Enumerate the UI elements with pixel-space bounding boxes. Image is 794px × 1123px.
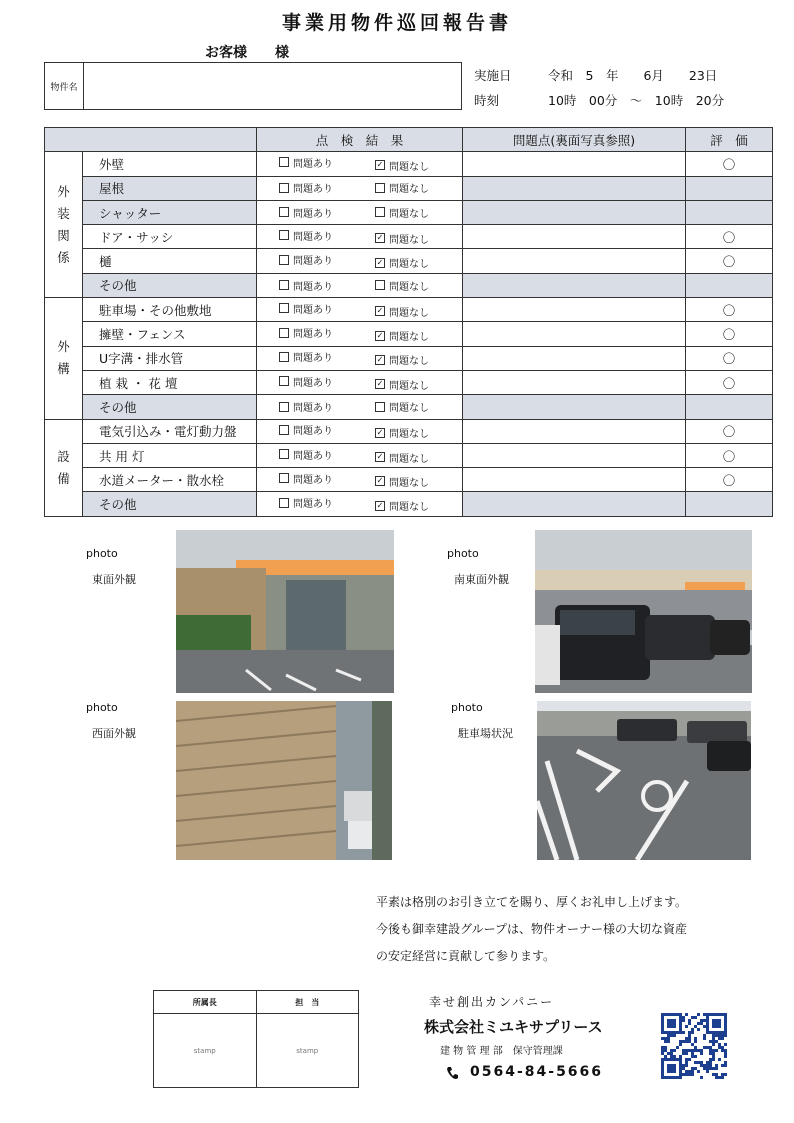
issue-yes-checkbox[interactable] bbox=[279, 471, 333, 486]
inspection-item: 樋 bbox=[83, 249, 257, 273]
issue-note-cell[interactable] bbox=[463, 443, 686, 467]
result-cell bbox=[257, 468, 463, 492]
date-value: 令和 5 年 6月 23日 bbox=[548, 68, 718, 83]
stamp-table bbox=[153, 990, 359, 1088]
photo-tag: photo bbox=[86, 701, 118, 714]
checkbox-box bbox=[279, 230, 289, 240]
evaluation-cell: 〇 bbox=[686, 370, 773, 394]
result-cell bbox=[257, 298, 463, 322]
issue-no-checkbox[interactable] bbox=[375, 377, 429, 392]
checkbox-box bbox=[375, 280, 385, 290]
header-issues: 問題点(裏面写真参照) bbox=[463, 128, 686, 152]
header-results: 点 検 結 果 bbox=[257, 128, 463, 152]
issue-yes-checkbox[interactable] bbox=[279, 374, 333, 389]
table-row bbox=[45, 492, 773, 516]
table-row bbox=[45, 322, 773, 346]
west-exterior-photo bbox=[176, 701, 392, 860]
result-cell bbox=[257, 322, 463, 346]
result-cell bbox=[257, 200, 463, 224]
result-cell bbox=[257, 492, 463, 516]
checkbox-box bbox=[279, 328, 289, 338]
inspection-item: 駐車場・その他敷地 bbox=[83, 298, 257, 322]
date-label: 実施日 bbox=[474, 68, 512, 83]
result-cell bbox=[257, 225, 463, 249]
photo-caption: 駐車場状況 bbox=[458, 727, 513, 740]
issue-no-checkbox[interactable] bbox=[375, 278, 429, 293]
stamp-box-staff[interactable]: stamp bbox=[256, 1014, 359, 1088]
result-cell bbox=[257, 273, 463, 297]
checkbox-label: 問題なし bbox=[389, 502, 429, 514]
inspection-item: シャッター bbox=[83, 200, 257, 224]
checkbox-box: ✓ bbox=[376, 354, 384, 364]
issue-note-cell[interactable] bbox=[463, 176, 686, 200]
evaluation-cell: 〇 bbox=[686, 249, 773, 273]
checkbox-box: ✓ bbox=[376, 500, 384, 510]
company-dept: 建 物 管 理 部 保守管理課 bbox=[440, 1046, 563, 1057]
issue-yes-checkbox[interactable] bbox=[279, 399, 333, 414]
checkbox-label: 問題あり bbox=[293, 329, 333, 341]
checkbox-box bbox=[279, 157, 289, 167]
evaluation-cell: 〇 bbox=[686, 346, 773, 370]
checkbox-label: 問題あり bbox=[293, 474, 333, 486]
checkbox-label: 問題あり bbox=[293, 499, 333, 511]
issue-yes-checkbox[interactable] bbox=[279, 278, 333, 293]
checkbox-box: ✓ bbox=[376, 452, 384, 461]
issue-yes-checkbox[interactable] bbox=[279, 495, 333, 510]
checkbox-box: ✓ bbox=[376, 160, 384, 170]
checkbox-label: 問題なし bbox=[389, 259, 429, 271]
table-row bbox=[45, 395, 773, 419]
header-eval: 評 価 bbox=[686, 128, 773, 152]
issue-no-checkbox[interactable] bbox=[375, 180, 429, 195]
issue-no-checkbox[interactable] bbox=[375, 474, 429, 489]
inspection-item: U字溝・排水管 bbox=[83, 346, 257, 370]
photo-tag: photo bbox=[447, 547, 479, 560]
checkbox-label: 問題あり bbox=[293, 426, 333, 438]
issue-no-checkbox[interactable] bbox=[375, 205, 429, 220]
issue-note-cell[interactable] bbox=[463, 492, 686, 516]
inspection-item: 共 用 灯 bbox=[83, 443, 257, 467]
group-label: 外 構 bbox=[45, 298, 83, 419]
table-row bbox=[45, 419, 773, 443]
inspection-item: 植 栽 ・ 花 壇 bbox=[83, 370, 257, 394]
issue-yes-checkbox[interactable] bbox=[279, 447, 333, 462]
checkbox-box: ✓ bbox=[376, 233, 384, 243]
checkbox-box bbox=[279, 376, 289, 386]
table-row bbox=[45, 249, 773, 273]
time-value: 10時 00分 ～ 10時 20分 bbox=[548, 93, 725, 108]
table-row bbox=[45, 443, 773, 467]
checkbox-box bbox=[375, 207, 385, 217]
checkbox-label: 問題あり bbox=[293, 256, 333, 268]
evaluation-cell bbox=[686, 176, 773, 200]
evaluation-cell: 〇 bbox=[686, 443, 773, 467]
checkbox-box bbox=[279, 207, 289, 217]
issue-note-cell[interactable] bbox=[463, 468, 686, 492]
checkbox-box: ✓ bbox=[376, 306, 384, 316]
issue-no-checkbox[interactable] bbox=[375, 399, 429, 414]
checkbox-label: 問題あり bbox=[293, 208, 333, 220]
issue-note-cell[interactable] bbox=[463, 225, 686, 249]
inspection-item: 屋根 bbox=[83, 176, 257, 200]
inspection-item: その他 bbox=[83, 273, 257, 297]
issue-note-cell[interactable] bbox=[463, 346, 686, 370]
evaluation-cell bbox=[686, 273, 773, 297]
issue-no-checkbox[interactable] bbox=[375, 304, 429, 319]
issue-yes-checkbox[interactable] bbox=[279, 301, 333, 316]
table-row bbox=[45, 152, 773, 176]
issue-yes-checkbox[interactable] bbox=[279, 228, 333, 243]
checkbox-label: 問題なし bbox=[389, 307, 429, 319]
checkbox-label: 問題あり bbox=[293, 231, 333, 243]
evaluation-cell: 〇 bbox=[686, 322, 773, 346]
phone-icon bbox=[446, 1066, 458, 1083]
issue-no-checkbox[interactable] bbox=[375, 450, 429, 465]
header-blank bbox=[45, 128, 257, 152]
issue-no-checkbox[interactable] bbox=[375, 498, 429, 513]
checkbox-label: 問題あり bbox=[293, 184, 333, 196]
closing-message bbox=[376, 889, 776, 970]
result-cell bbox=[257, 370, 463, 394]
stamp-box-manager[interactable]: stamp bbox=[154, 1014, 257, 1088]
table-row bbox=[45, 346, 773, 370]
company-phone: 0564-84-5666 bbox=[470, 1064, 604, 1080]
issue-note-cell[interactable] bbox=[463, 298, 686, 322]
table-header-row bbox=[45, 128, 773, 152]
company-slogan: 幸せ創出カンパニー bbox=[429, 995, 555, 1009]
photo-caption: 東面外観 bbox=[92, 573, 136, 586]
photo-caption: 西面外観 bbox=[92, 727, 136, 740]
inspection-item: その他 bbox=[83, 492, 257, 516]
evaluation-cell bbox=[686, 200, 773, 224]
checkbox-label: 問題なし bbox=[389, 429, 429, 441]
checkbox-box: ✓ bbox=[376, 379, 384, 389]
checkbox-label: 問題なし bbox=[389, 477, 429, 489]
issue-no-checkbox[interactable] bbox=[375, 328, 429, 343]
checkbox-label: 問題なし bbox=[389, 234, 429, 246]
checkbox-label: 問題なし bbox=[389, 332, 429, 344]
table-row bbox=[45, 468, 773, 492]
checkbox-box: ✓ bbox=[376, 427, 384, 437]
message-line: 今後も御幸建設グループは、物件オーナー様の大切な資産 bbox=[376, 922, 688, 936]
result-cell bbox=[257, 395, 463, 419]
checkbox-box bbox=[279, 473, 289, 483]
table-row bbox=[45, 200, 773, 224]
southeast-exterior-photo bbox=[535, 530, 752, 693]
checkbox-label: 問題なし bbox=[389, 281, 429, 293]
checkbox-box bbox=[279, 183, 289, 193]
table-row bbox=[45, 273, 773, 297]
inspection-item: 水道メーター・散水栓 bbox=[83, 468, 257, 492]
checkbox-box bbox=[279, 402, 289, 412]
inspection-item: ドア・サッシ bbox=[83, 225, 257, 249]
inspection-item: 外壁 bbox=[83, 152, 257, 176]
checkbox-label: 問題なし bbox=[389, 356, 429, 368]
inspection-table bbox=[44, 127, 773, 517]
issue-note-cell[interactable] bbox=[463, 322, 686, 346]
photo-tag: photo bbox=[451, 701, 483, 714]
photo-tag: photo bbox=[86, 547, 118, 560]
issue-note-cell[interactable] bbox=[463, 419, 686, 443]
issue-note-cell[interactable] bbox=[463, 200, 686, 224]
table-row bbox=[45, 370, 773, 394]
evaluation-cell: 〇 bbox=[686, 152, 773, 176]
issue-yes-checkbox[interactable] bbox=[279, 422, 333, 437]
checkbox-label: 問題なし bbox=[389, 208, 429, 220]
checkbox-label: 問題あり bbox=[293, 353, 333, 365]
issue-yes-checkbox[interactable] bbox=[279, 252, 333, 267]
checkbox-box bbox=[279, 352, 289, 362]
checkbox-label: 問題なし bbox=[389, 161, 429, 173]
stamp-header-manager: 所属長 bbox=[154, 991, 257, 1014]
checkbox-label: 問題あり bbox=[293, 281, 333, 293]
message-line: 平素は格別のお引き立てを賜り、厚くお礼申し上げます。 bbox=[376, 895, 688, 909]
property-name-field[interactable] bbox=[44, 62, 462, 110]
evaluation-cell: 〇 bbox=[686, 298, 773, 322]
issue-yes-checkbox[interactable] bbox=[279, 325, 333, 340]
issue-yes-checkbox[interactable] bbox=[279, 155, 333, 170]
group-label: 外 装 関 係 bbox=[45, 152, 83, 298]
inspection-item: 擁壁・フェンス bbox=[83, 322, 257, 346]
east-exterior-photo bbox=[176, 530, 394, 693]
evaluation-cell bbox=[686, 395, 773, 419]
issue-no-checkbox[interactable] bbox=[375, 352, 429, 367]
checkbox-box bbox=[279, 303, 289, 313]
result-cell bbox=[257, 443, 463, 467]
customer-name: お客様 様 bbox=[205, 45, 289, 61]
checkbox-label: 問題あり bbox=[293, 158, 333, 170]
checkbox-box bbox=[279, 255, 289, 265]
message-line: の安定経営に貢献して参ります。 bbox=[376, 949, 556, 963]
company-name: 株式会社ミユキサプリース bbox=[424, 1018, 603, 1036]
checkbox-label: 問題あり bbox=[293, 304, 333, 316]
qr-code[interactable] bbox=[661, 1013, 727, 1079]
checkbox-box bbox=[279, 425, 289, 435]
result-cell bbox=[257, 176, 463, 200]
table-row bbox=[45, 225, 773, 249]
page-title: 事業用物件巡回報告書 bbox=[281, 12, 512, 34]
issue-yes-checkbox[interactable] bbox=[279, 205, 333, 220]
checkbox-label: 問題あり bbox=[293, 450, 333, 462]
checkbox-box: ✓ bbox=[376, 330, 384, 340]
table-row bbox=[45, 298, 773, 322]
parking-lot-photo bbox=[537, 701, 751, 860]
inspection-item: その他 bbox=[83, 395, 257, 419]
issue-no-checkbox[interactable] bbox=[375, 158, 429, 173]
table-row bbox=[45, 176, 773, 200]
inspection-item: 電気引込み・電灯動力盤 bbox=[83, 419, 257, 443]
issue-note-cell[interactable] bbox=[463, 273, 686, 297]
checkbox-box bbox=[279, 449, 289, 459]
evaluation-cell: 〇 bbox=[686, 419, 773, 443]
checkbox-box bbox=[375, 402, 385, 412]
evaluation-cell bbox=[686, 492, 773, 516]
checkbox-box bbox=[375, 183, 385, 193]
issue-note-cell[interactable] bbox=[463, 249, 686, 273]
evaluation-cell: 〇 bbox=[686, 468, 773, 492]
result-cell bbox=[257, 346, 463, 370]
group-label: 設 備 bbox=[45, 419, 83, 516]
result-cell bbox=[257, 419, 463, 443]
issue-note-cell[interactable] bbox=[463, 152, 686, 176]
checkbox-box: ✓ bbox=[376, 476, 384, 486]
time-label: 時刻 bbox=[474, 93, 500, 108]
result-cell bbox=[257, 249, 463, 273]
issue-yes-checkbox[interactable] bbox=[279, 180, 333, 195]
stamp-header-staff: 担 当 bbox=[256, 991, 359, 1014]
issue-note-cell[interactable] bbox=[463, 370, 686, 394]
issue-yes-checkbox[interactable] bbox=[279, 349, 333, 364]
issue-note-cell[interactable] bbox=[463, 395, 686, 419]
property-name-label: 物件名 bbox=[45, 63, 84, 109]
checkbox-box bbox=[279, 498, 289, 508]
issue-no-checkbox[interactable] bbox=[375, 255, 429, 270]
checkbox-label: 問題あり bbox=[293, 377, 333, 389]
result-cell bbox=[257, 152, 463, 176]
checkbox-label: 問題あり bbox=[293, 403, 333, 415]
checkbox-label: 問題なし bbox=[389, 380, 429, 392]
checkbox-box bbox=[279, 280, 289, 290]
issue-no-checkbox[interactable] bbox=[375, 425, 429, 440]
issue-no-checkbox[interactable] bbox=[375, 231, 429, 246]
photo-caption: 南東面外観 bbox=[454, 573, 509, 586]
checkbox-label: 問題なし bbox=[389, 453, 429, 465]
checkbox-box: ✓ bbox=[376, 257, 384, 267]
evaluation-cell: 〇 bbox=[686, 225, 773, 249]
checkbox-label: 問題なし bbox=[389, 403, 429, 415]
checkbox-label: 問題なし bbox=[389, 184, 429, 196]
